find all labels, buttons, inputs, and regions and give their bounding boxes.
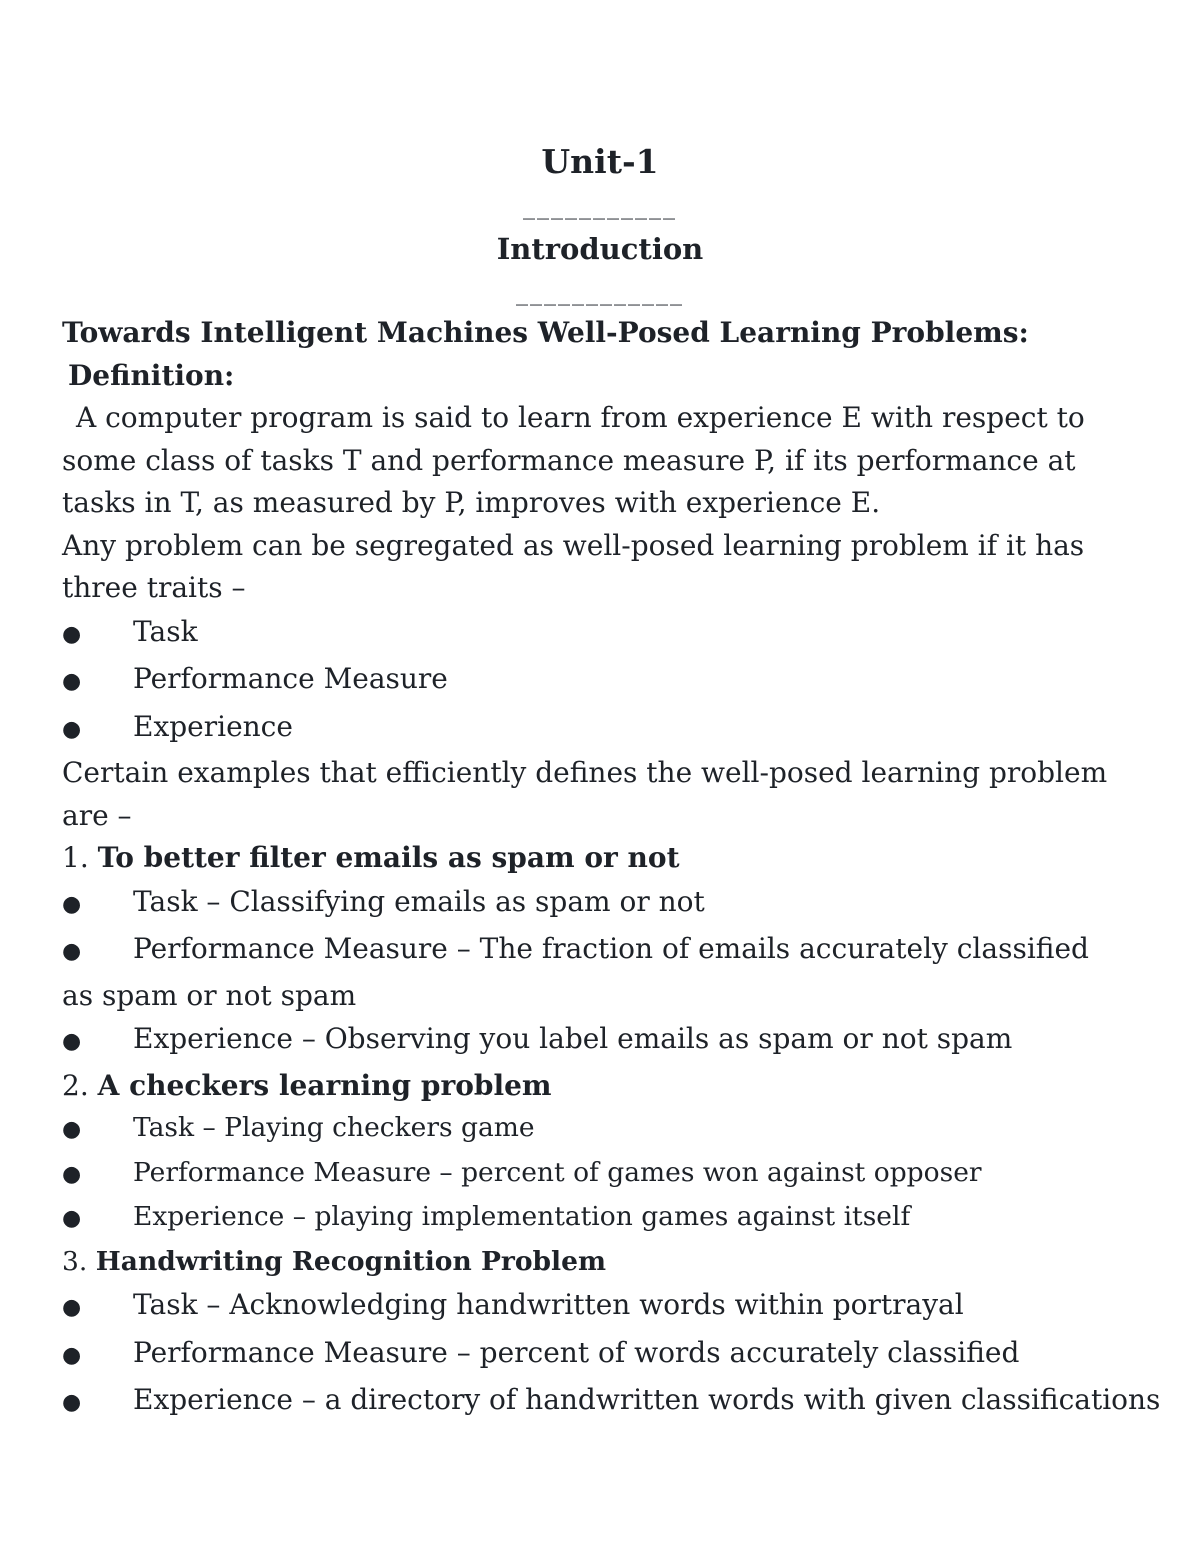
example-title: To better filter emails as spam or not (97, 841, 680, 874)
example-heading (62, 837, 1142, 880)
example-list-item (62, 1331, 1142, 1379)
bullet-icon: ● (62, 1029, 82, 1054)
section-heading: Towards Intelligent Machines Well-Posed Learning Problems: (62, 316, 1029, 349)
trait-text: Performance Measure (133, 662, 448, 695)
trait-text: Task (133, 614, 198, 648)
trait-list-item (62, 610, 1142, 658)
definition-line: tasks in T, as measured by P, improves with experience E. (62, 486, 881, 519)
bullet-icon: ● (62, 1161, 82, 1187)
trait-text: Experience (133, 709, 293, 743)
example-performance: Performance Measure – percent of games won against opposer (133, 1156, 982, 1188)
bullet-icon: ● (62, 621, 82, 647)
example-number: 1. (62, 841, 89, 874)
traits-intro-line: three traits – (62, 571, 246, 604)
bullet-icon: ● (62, 1206, 82, 1231)
example-experience: Experience – Observing you label emails as spam or not spam (133, 1022, 1013, 1055)
example-performance-continuation: as spam or not spam (62, 978, 357, 1012)
example-list-item (62, 1283, 1142, 1331)
unit-title: Unit-1 (541, 142, 659, 181)
example-task: Task – Classifying emails as spam or not (133, 884, 705, 918)
example-heading (62, 1241, 1142, 1284)
example-heading (62, 1065, 1142, 1108)
bullet-icon: ● (62, 1390, 82, 1415)
document-page (62, 138, 1161, 1426)
definition-label: Definition: (68, 358, 235, 392)
examples-intro-line: Certain examples that efficiently defines the well-posed learning problem (62, 756, 1108, 789)
bullet-icon: ● (62, 1342, 82, 1368)
trait-list-item (62, 705, 1142, 753)
example-list-item (62, 1107, 1142, 1152)
example-task: Task – Playing checkers game (133, 1112, 535, 1143)
example-experience: Experience – a directory of handwritten words with given classifications (133, 1383, 1161, 1416)
bullet-icon: ● (62, 1295, 82, 1320)
section-title-introduction: Introduction (496, 232, 704, 266)
bullet-icon: ● (62, 669, 82, 694)
examples-intro-line: are – (62, 798, 132, 832)
example-list-item (62, 1196, 1142, 1241)
example-number: 3. (62, 1245, 88, 1277)
example-list-item (62, 927, 1142, 975)
example-list-item (62, 880, 1142, 928)
example-performance: Performance Measure – The fraction of emails accurately classified (133, 932, 1089, 965)
definition-line: some class of tasks T and performance measure P, if its performance at (62, 443, 1076, 477)
bullet-icon: ● (62, 716, 82, 742)
title-underline-dashes: ___________ (523, 192, 677, 220)
example-experience: Experience – playing implementation games against itself (133, 1201, 911, 1232)
example-performance: Performance Measure – percent of words accurately classified (133, 1335, 1020, 1369)
section-underline-dashes: ____________ (516, 278, 684, 306)
bullet-icon: ● (62, 891, 82, 917)
definition-line: A computer program is said to learn from experience E with respect to (76, 401, 1085, 434)
example-title: Handwriting Recognition Problem (95, 1245, 607, 1277)
example-task: Task – Acknowledging handwritten words within portrayal (133, 1288, 964, 1321)
example-number: 2. (62, 1068, 89, 1102)
example-list-item (62, 1152, 1142, 1197)
traits-intro-line: Any problem can be segregated as well-posed learning problem if it has (62, 528, 1085, 562)
bullet-icon: ● (62, 1117, 82, 1142)
example-title: A checkers learning problem (97, 1068, 552, 1102)
bullet-icon: ● (62, 939, 82, 964)
example-list-item (62, 1378, 1161, 1426)
trait-list-item (62, 657, 1142, 705)
example-list-item (62, 1017, 1142, 1065)
